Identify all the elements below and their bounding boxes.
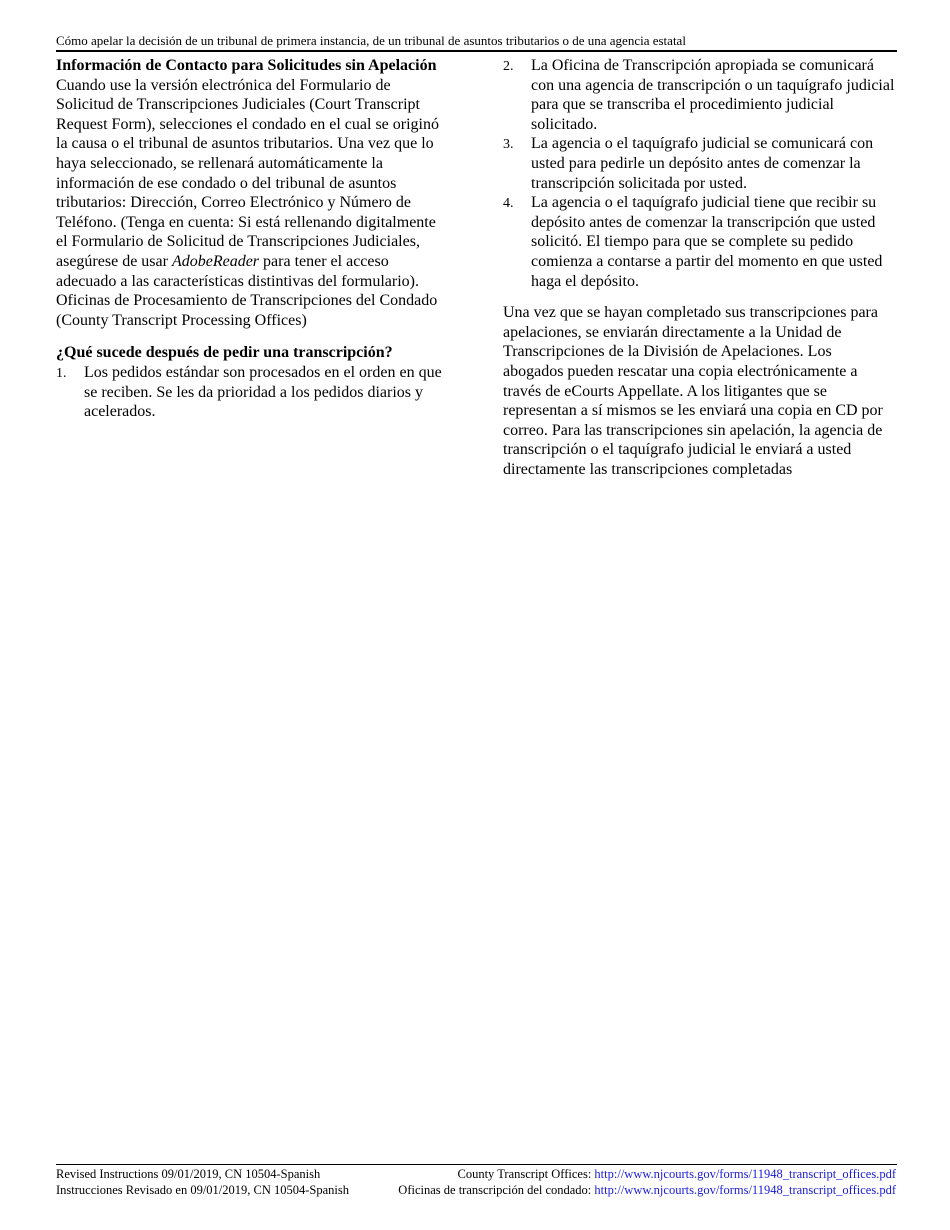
closing-paragraph: Una vez que se hayan completado sus transcripciones para apelaciones, se enviarán directamente a la Unidad de Transcripciones de la División de Apelaciones. Los abogados pueden rescatar una copia electrónicamente a través de eCourts Appellate. A los litigantes que se representan a sí mismos se les enviará una copia en CD por correo. Para las transcripciones sin apelación, la agencia de transcripción o el taquígrafo judicial le enviará a usted directamente las transcripciones completadas: [503, 304, 883, 478]
spacer: [503, 291, 895, 303]
offices-line-spanish: [398, 1183, 896, 1199]
contact-text-part1: Cuando use la versión electrónica del Formulario de Solicitud de Transcripciones Judiciales (Court Transcript Request Form), selecciones el condado en el cual se originó la causa o el tribunal de asuntos tributarios. Una vez que lo haya seleccionado, se rellenará automáticamente la información de ese condado o del tribunal de asuntos tributarios: Dirección, Correo Electrónico y Número de Teléfono. (Tenga en cuenta: Si está rellenando digitalmente el Formulario de Solicitud de Transcripciones Judiciales, asegúrese de usar: [56, 76, 439, 270]
spacer: [56, 330, 450, 343]
county-offices-text: Oficinas de Procesamiento de Transcripciones del Condado (County Transcript Processing Offices): [56, 292, 438, 329]
steps-list-left: [56, 363, 450, 422]
list-item-text: La agencia o el taquígrafo judicial tiene que recibir su depósito antes de comenzar la transcripción que usted solicitó. El tiempo para que se complete su pedido comienza a contarse a partir del momento en que usted haga el depósito.: [531, 194, 883, 290]
right-column: [503, 56, 895, 479]
offices-label-english: County Transcript Offices:: [457, 1167, 595, 1181]
contact-text-part2: para tener el acceso adecuado a las características distintivas del formulario).: [56, 252, 419, 290]
list-item-text: Los pedidos estándar son procesados en el orden en que se reciben. Se les da prioridad a los pedidos diarios y acelerados.: [84, 363, 442, 421]
footer-offices-links: [398, 1167, 896, 1198]
list-item-number: 3.: [503, 137, 514, 153]
contact-info-heading: Información de Contacto para Solicitudes sin Apelación: [56, 57, 437, 74]
offices-link-spanish[interactable]: http://www.njcourts.gov/forms/11948_transcript_offices.pdf: [594, 1182, 896, 1197]
list-item-number: 1.: [56, 365, 67, 381]
revision-line-english: Revised Instructions 09/01/2019, CN 10504-Spanish: [56, 1167, 321, 1181]
adobe-reader-term: AdobeReader: [171, 252, 260, 270]
list-item: [503, 56, 895, 134]
left-column: [56, 56, 450, 422]
revision-line-spanish: Instrucciones Revisado en 09/01/2019, CN 10504-Spanish: [56, 1182, 350, 1197]
offices-link-english[interactable]: http://www.njcourts.gov/forms/11948_transcript_offices.pdf: [594, 1167, 896, 1181]
list-item: [503, 193, 895, 291]
steps-list-right: [503, 56, 895, 291]
list-item: [56, 363, 450, 422]
running-header: Cómo apelar la decisión de un tribunal de primera instancia, de un tribunal de asuntos tributarios o de una agencia estatal: [56, 33, 686, 48]
offices-line-english: [398, 1167, 896, 1183]
list-item-text: La Oficina de Transcripción apropiada se comunicará con una agencia de transcripción o un taquígrafo judicial para que se transcriba el procedimiento judicial solicitado.: [531, 57, 895, 133]
contact-info-paragraph: [56, 76, 450, 292]
after-request-heading: ¿Qué sucede después de pedir una transcripción?: [56, 344, 393, 362]
footer-divider: [56, 1164, 897, 1165]
list-item-number: 4.: [503, 196, 514, 212]
list-item-number: 2.: [503, 59, 514, 74]
offices-label-spanish: Oficinas de transcripción del condado:: [398, 1182, 595, 1197]
list-item-text: La agencia o el taquígrafo judicial se comunicará con usted para pedirle un depósito antes de comenzar la transcripción solicitada por usted.: [531, 135, 874, 192]
header-divider: [56, 50, 897, 52]
list-item: [503, 134, 895, 193]
footer-revision-info: [56, 1167, 349, 1198]
